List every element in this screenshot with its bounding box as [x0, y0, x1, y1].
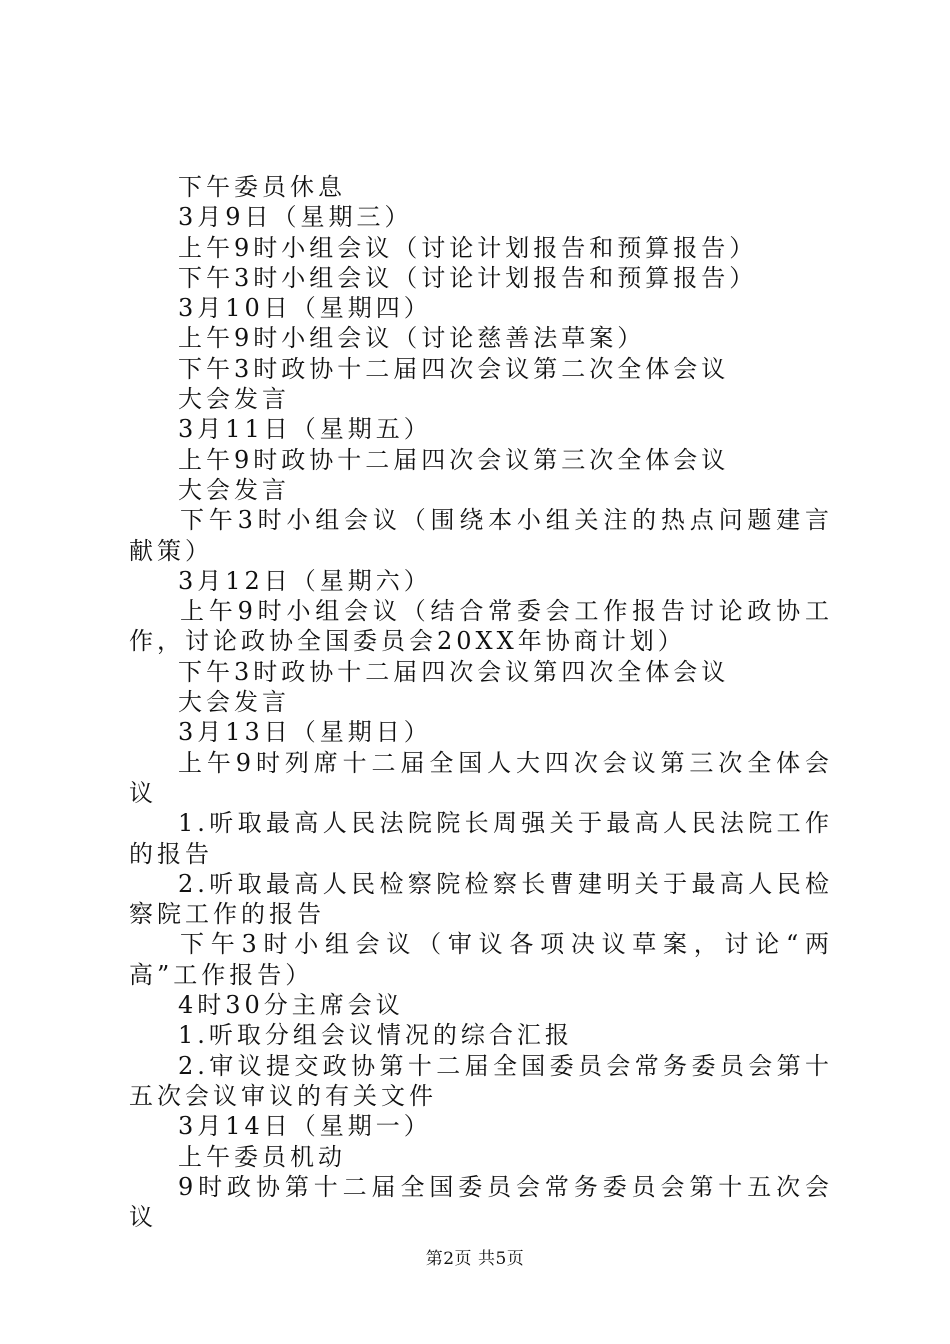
- paragraph: 上午9时小组会议（讨论计划报告和预算报告）: [178, 233, 758, 262]
- paragraph: 下午3时小组会议（审议各项决议草案，讨论“两高”工作报告）: [129, 930, 833, 989]
- paragraph: 大会发言: [178, 385, 290, 414]
- paragraph: 上午委员机动: [178, 1142, 346, 1171]
- paragraph: 3月10日（星期四）: [178, 294, 432, 323]
- paragraph: 3月9日（星期三）: [178, 203, 413, 232]
- paragraph: 大会发言: [178, 475, 290, 504]
- paragraph: 上午9时小组会议（讨论慈善法草案）: [178, 324, 646, 353]
- paragraph: 3月13日（星期日）: [178, 718, 432, 747]
- paragraph: 4时30分主席会议: [178, 991, 404, 1020]
- paragraph: 3月12日（星期六）: [178, 566, 432, 595]
- paragraph: 1.听取最高人民法院院长周强关于最高人民法院工作的报告: [129, 809, 833, 868]
- paragraph: 3月11日（星期五）: [178, 415, 432, 444]
- paragraph: 下午3时小组会议（讨论计划报告和预算报告）: [178, 263, 758, 292]
- paragraph: 上午9时小组会议（结合常委会工作报告讨论政协工作，讨论政协全国委员会20XX年协商计划）: [129, 597, 833, 656]
- document-body: [129, 172, 833, 1232]
- paragraph: 2.听取最高人民检察院检察长曹建明关于最高人民检察院工作的报告: [129, 869, 833, 929]
- paragraph: 2.审议提交政协第十二届全国委员会常务委员会第十五次会议审议的有关文件: [129, 1051, 833, 1110]
- paragraph: 上午9时政协十二届四次会议第三次全体会议: [178, 445, 730, 474]
- paragraph: 下午3时政协十二届四次会议第四次全体会议: [178, 657, 730, 686]
- page-footer: 第2页 共5页: [425, 1249, 525, 1269]
- paragraph: 9时政协第十二届全国委员会常务委员会第十五次会议: [129, 1172, 833, 1232]
- paragraph: 下午3时小组会议（围绕本小组关注的热点问题建言献策）: [129, 506, 833, 565]
- paragraph: 上午9时列席十二届全国人大四次会议第三次全体会议: [129, 748, 833, 807]
- paragraph: 下午委员休息: [178, 173, 346, 201]
- paragraph: 3月14日（星期一）: [178, 1112, 432, 1141]
- paragraph: 大会发言: [178, 688, 290, 717]
- paragraph: 下午3时政协十二届四次会议第二次全体会议: [178, 354, 730, 383]
- paragraph: 1.听取分组会议情况的综合汇报: [178, 1021, 573, 1050]
